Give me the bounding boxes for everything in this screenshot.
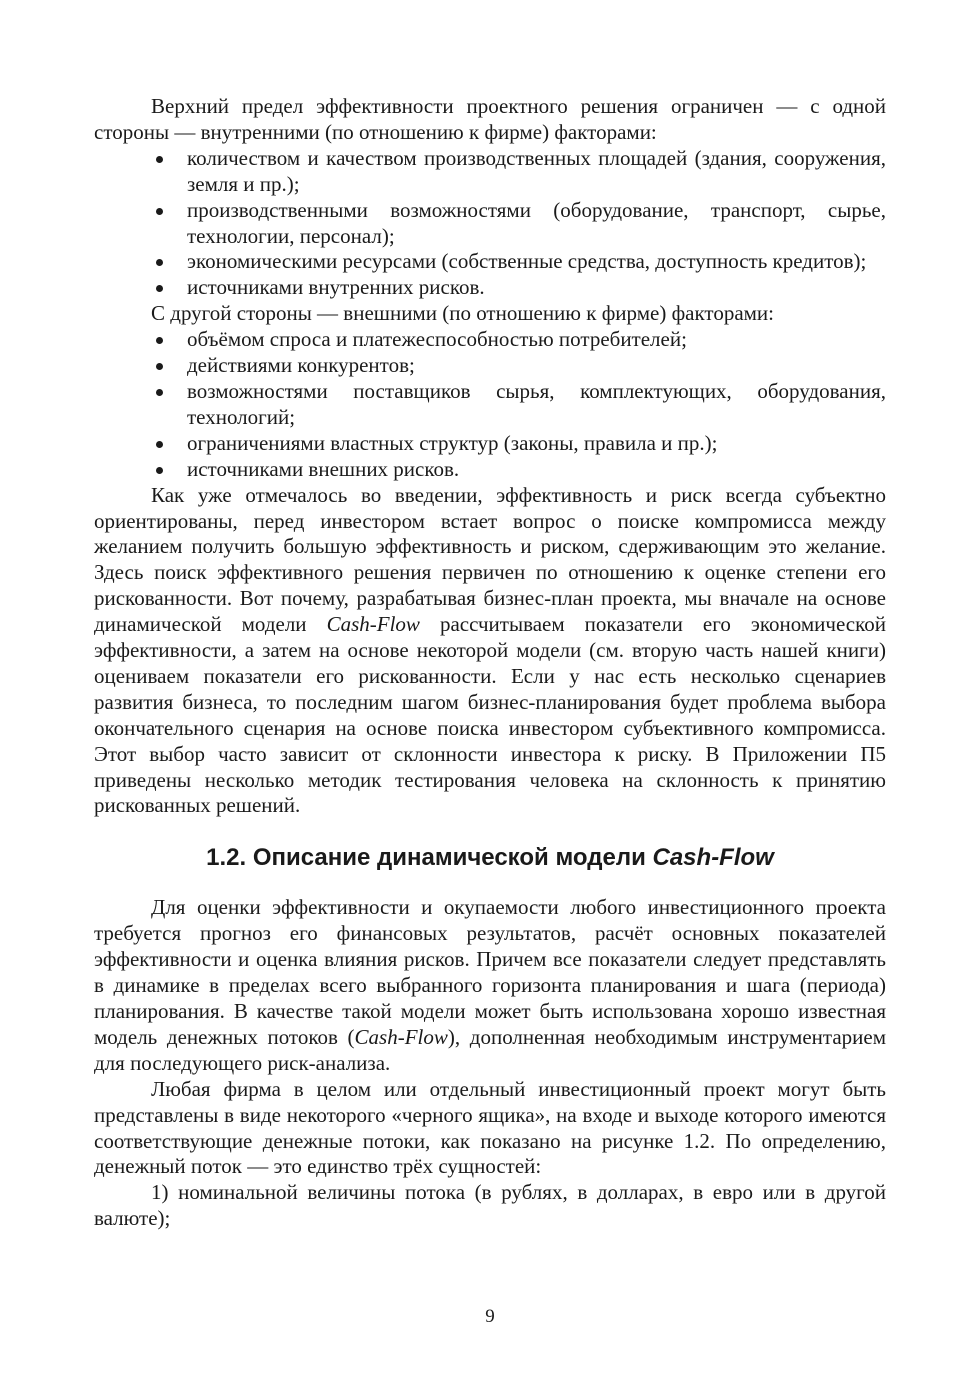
section-paragraph-1: Для оценки эффективности и окупаемости любого инвестиционного проекта требуется прогноз его финансовых результатов, расчёт основных показателей эффективности и оценка влияния рисков. Причем все показатели следует представлять в динамике в пределах всего выбранного горизонта планирования и шага (периода) планирования. В качестве такой модели может быть использована хорошо известная модель денежных потоков (Cash-Flow), дополненная необходимым инструментарием для последующего риск-анализа. [94,895,886,1075]
section-paragraph-2: Любая фирма в целом или отдельный инвестиционный проект могут быть представлены в виде некоторого «черного ящика», на входе и выходе которого имеются соответствующие денежные потоки, как показано на рисунке 1.2. По определению, денежный поток — это единство трёх сущностей: [94,1076,886,1179]
list-item: возможностями поставщиков сырья, комплектующих, оборудования, технологий; [94,379,886,431]
bullet-icon [156,208,163,215]
intro-paragraph-3: Как уже отмечалось во введении, эффективность и риск всегда субъектно ориентированы, перед инвестором встает вопрос о поиске компромисса между желанием получить большую эффективность и риском, сдерживающим это желание. Здесь поиск эффективного решения первичен по отношению к оценке степени его рискованности. Вот почему, разрабатывая бизнес-план проекта, мы вначале на основе динамической модели Cash-Flow рассчитываем показатели его экономической эффективности, а затем на основе некоторой модели (см. вторую часть нашей книги) оцениваем показатели его рискованности. Если у нас есть несколько сценариев развития бизнеса, то последним шагом бизнес-планирования будет проблема выбора окончательного сценария на основе поиска инвестором субъективного компромисса. Этот выбор часто зависит от склонности инвестора к риску. В Приложении П5 приведены несколько методик тестирования человека на склонность к принятию рискованных решений. [94,482,886,818]
list-item: источниками внутренних рисков. [94,275,886,301]
list-item: производственными возможностями (оборудование, транспорт, сырье, технологии, персонал); [94,198,886,250]
list-item: ограничениями властных структур (законы, правила и пр.); [94,431,886,457]
list-item: действиями конкурентов; [94,353,886,379]
bullet-icon [156,389,163,396]
internal-factors-list [94,146,886,301]
list-item: количеством и качеством производственных площадей (здания, сооружения, земля и пр.); [94,146,886,198]
bullet-icon [156,259,163,266]
list-item: экономическими ресурсами (собственные средства, доступность кредитов); [94,249,886,275]
bullet-icon [156,467,163,474]
bullet-icon [156,156,163,163]
document-page [94,94,886,1232]
list-item: объёмом спроса и платежеспособностью потребителей; [94,327,886,353]
bullet-icon [156,337,163,344]
page-number: 9 [485,1306,495,1327]
section-paragraph-3: 1) номинальной величины потока (в рублях, в долларах, в евро или в другой валюте); [94,1180,886,1231]
list-item: источниками внешних рисков. [94,457,886,483]
bullet-icon [156,363,163,370]
bullet-icon [156,285,163,292]
external-factors-list [94,327,886,482]
section-heading: 1.2. Описание динамической модели Cash-Flow [206,844,774,872]
intro-paragraph-2: С другой стороны — внешними (по отношению к фирме) факторами: [151,301,775,326]
intro-paragraph-1: Верхний предел эффективности проектного решения ограничен — с одной стороны — внутренними (по отношению к фирме) факторами: [94,94,886,144]
bullet-icon [156,441,163,448]
